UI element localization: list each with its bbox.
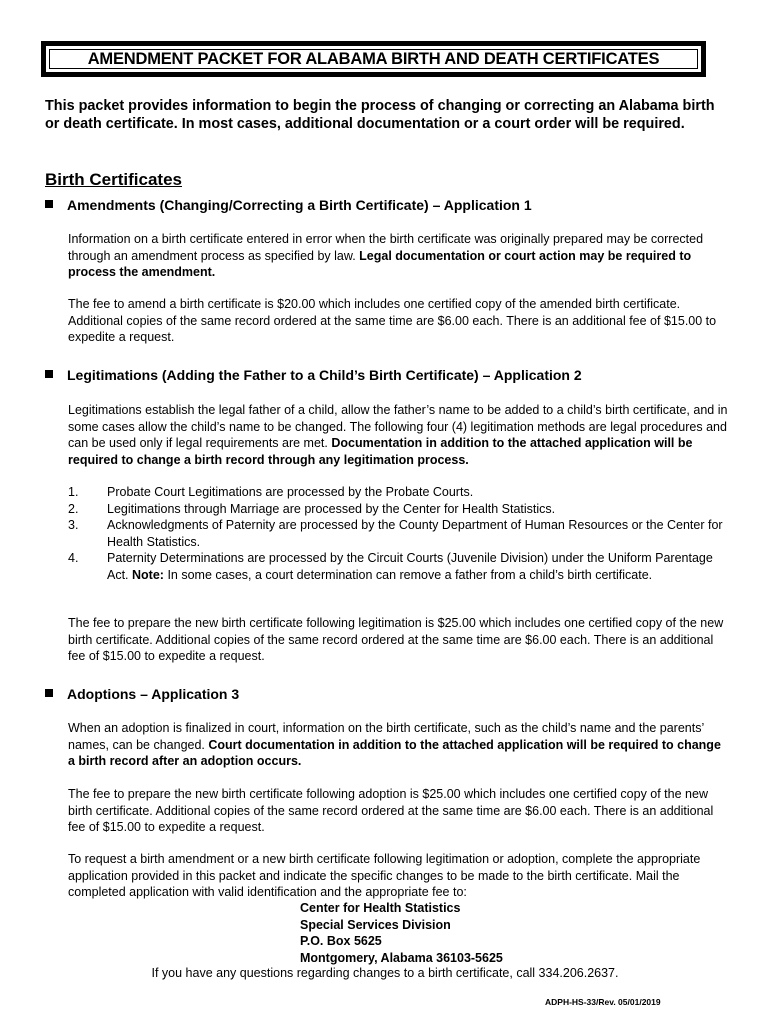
list-item (68, 517, 728, 550)
legitimations-paragraph-1 (68, 402, 728, 468)
list-number: 4. (68, 551, 79, 565)
note-text: In some cases, a court determination can remove a father from a child’s birth certificate. (163, 567, 653, 582)
amendments-p1-text: Information on a birth certificate entered in error when the birth certificate was originally prepared may be corrected through an amendment process as specified by law. (68, 232, 704, 263)
list-item (68, 484, 728, 501)
address-line-4: Montgomery, Alabama 36103-5625 (300, 950, 503, 965)
address-line-1: Center for Health Statistics (300, 901, 461, 915)
list-number: 2. (68, 501, 79, 516)
form-revision-footer: ADPH-HS-33/Rev. 05/01/2019 (545, 997, 661, 1007)
amendments-fee-paragraph: The fee to amend a birth certificate is $20.00 which includes one certified copy of the amended birth certificate. Additional copies of the same record ordered at the same time are $6.00 each. There is an additional fee of $15.00 to expedite a request. (68, 297, 717, 344)
list-text (107, 550, 728, 583)
legitimation-methods-list (68, 484, 728, 583)
adoptions-fee-paragraph: The fee to prepare the new birth certificate following adoption is $25.00 which includes one certified copy of the new birth certificate. Additional copies of the same record ordered at the same time are $6.00 each. There is an additional fee of $15.00 to expedite a request. (68, 787, 714, 834)
bullet-legitimations (45, 367, 582, 383)
list-number: 1. (68, 485, 79, 499)
request-instructions-paragraph: To request a birth amendment or a new birth certificate following legitimation or adoption, complete the appropriate application provided in this packet and indicate the specific changes to be made to the birth certificate. Mail the completed application with valid identification and the appropriate fee to: (68, 852, 701, 899)
note-label: Note: (132, 567, 164, 582)
list-text: Acknowledgments of Paternity are processed by the County Department of Human Resources or the Center for Health Statistics. (107, 518, 723, 549)
adoptions-heading: Adoptions – Application 3 (67, 686, 240, 702)
bullet-amendments (45, 197, 532, 213)
title-box (41, 41, 706, 77)
bullet-square-icon (45, 370, 53, 378)
bullet-square-icon (45, 200, 53, 208)
adoptions-paragraph-1 (68, 720, 728, 770)
address-line-2: Special Services Division (300, 917, 451, 932)
legitimations-heading: Legitimations (Adding the Father to a Child’s Birth Certificate) – Application 2 (67, 367, 582, 383)
questions-contact-line: If you have any questions regarding changes to a birth certificate, call 334.206.2637. (151, 966, 619, 980)
section-heading-birth-certificates: Birth Certificates (45, 170, 182, 189)
list-text: Legitimations through Marriage are processed by the Center for Health Statistics. (107, 501, 556, 516)
amendments-heading: Amendments (Changing/Correcting a Birth Certificate) – Application 1 (67, 197, 532, 213)
legitimations-p1-bold: Documentation in addition to the attached application will be required to change a birth record through any legitimation process. (68, 436, 693, 467)
list-text: Probate Court Legitimations are processed by the Probate Courts. (107, 485, 474, 499)
adoptions-p1-text: When an adoption is finalized in court, information on the birth certificate, such as the child’s name and the parents’ names, can be changed. (68, 721, 704, 752)
bullet-square-icon (45, 689, 53, 697)
address-line-3: P.O. Box 5625 (300, 934, 382, 948)
amendments-p1-bold: Legal documentation or court action may be required to process the amendment. (68, 248, 692, 279)
list-text-main: Paternity Determinations are processed by the Circuit Courts (Juvenile Division) under the Uniform Parentage Act. (107, 551, 713, 582)
legitimations-p1-text: Legitimations establish the legal father of a child, allow the father’s name to be added to a child’s birth certificate, and in some cases allow the child’s name to be changed. The following four (4) legitimation methods are legal procedures and can be used only if legal requirements are met. (68, 403, 728, 450)
list-number: 3. (68, 518, 79, 532)
intro-paragraph: This packet provides information to begin the process of changing or correcting an Alabama birth or death certificate. In most cases, additional documentation or a court order will be required. (45, 98, 715, 132)
mailing-address (300, 900, 503, 966)
amendments-paragraph-1 (68, 231, 728, 281)
page-title: AMENDMENT PACKET FOR ALABAMA BIRTH AND DEATH CERTIFICATES (87, 49, 660, 68)
bullet-adoptions (45, 686, 239, 702)
adoptions-p1-bold: Court documentation in addition to the attached application will be required to change a birth record after an adoption occurs. (68, 737, 721, 768)
legitimations-fee-paragraph: The fee to prepare the new birth certificate following legitimation is $25.00 which includes one certified copy of the new birth certificate. Additional copies of the same record ordered at the same time are $6.00 each. There is an additional fee of $15.00 to expedite a request. (68, 616, 724, 663)
list-item (68, 501, 728, 518)
list-item (68, 550, 728, 583)
